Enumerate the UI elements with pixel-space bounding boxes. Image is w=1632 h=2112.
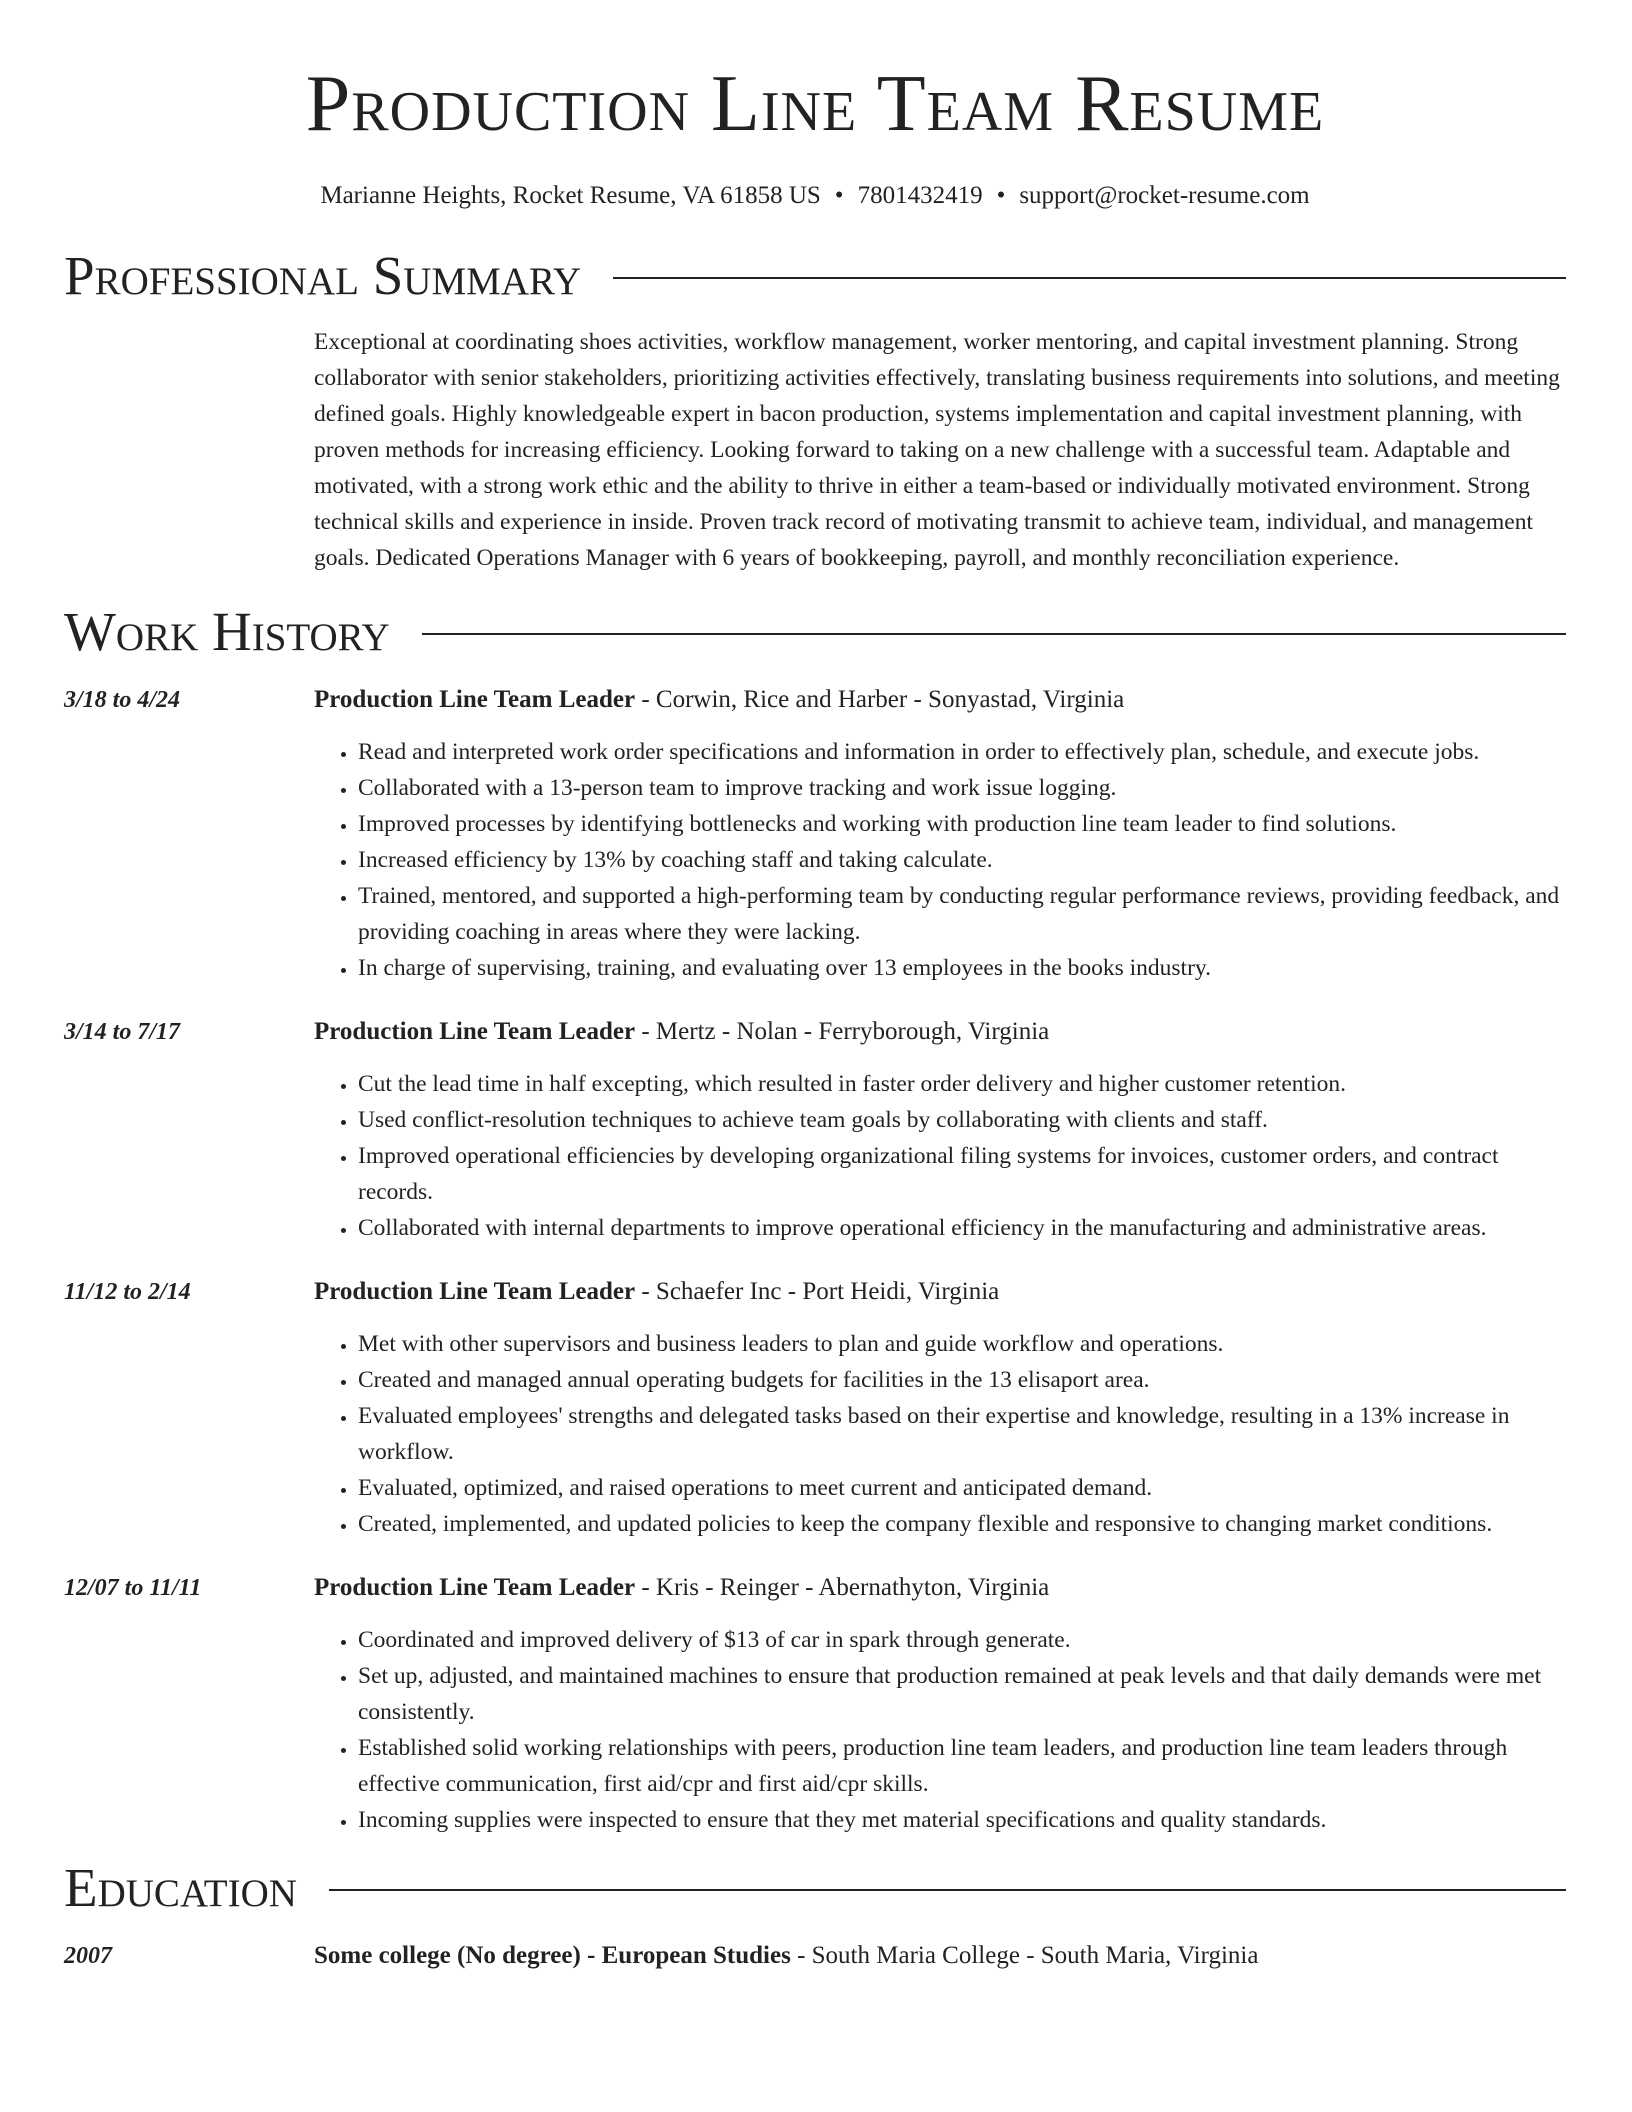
job-heading xyxy=(314,1016,1566,1048)
section-divider xyxy=(329,1889,1566,1891)
job-title: Production Line Team Leader xyxy=(314,686,636,713)
job-bullet: • Increased efficiency by 13% by coaching staff and taking calculate. xyxy=(358,842,1566,878)
education-heading-line xyxy=(314,1940,1566,1972)
contact-separator: • xyxy=(996,182,1006,209)
education-details: - South Maria College - South Maria, Virginia xyxy=(790,1942,1259,1969)
job-bullet: • Read and interpreted work order specifications and information in order to effectively plan, schedule, and execute jobs. xyxy=(358,734,1566,770)
contact-phone: 7801432419 xyxy=(857,182,983,209)
education-heading: Education xyxy=(64,1857,297,1918)
contact-address: Marianne Heights, Rocket Resume, VA 61858 US xyxy=(320,182,821,209)
job-bullet: • Incoming supplies were inspected to ensure that they met material specifications and quality standards. xyxy=(358,1802,1566,1838)
section-divider xyxy=(613,277,1566,279)
job-details: - Mertz - Nolan - Ferryborough, Virginia xyxy=(635,1018,1050,1045)
education-entry xyxy=(64,1940,1566,1972)
job-dates: 11/12 to 2/14 xyxy=(64,1279,191,1305)
job-bullet: • Evaluated employees' strengths and delegated tasks based on their expertise and knowledge, resulting in a 13% increase in workflow. xyxy=(358,1398,1566,1470)
job-bullet: • Coordinated and improved delivery of $13 of car in spark through generate. xyxy=(358,1622,1566,1658)
job-details: - Schaefer Inc - Port Heidi, Virginia xyxy=(635,1278,1000,1305)
education-year: 2007 xyxy=(64,1943,112,1969)
job-bullet: • Cut the lead time in half excepting, which resulted in faster order delivery and higher customer retention. xyxy=(358,1066,1566,1102)
job-entry xyxy=(64,1572,1566,1838)
job-title: Production Line Team Leader xyxy=(314,1278,636,1305)
job-heading xyxy=(314,1572,1566,1604)
job-bullets xyxy=(314,1326,1566,1542)
job-bullets xyxy=(314,1066,1566,1246)
resume-title: Production Line Team Resume xyxy=(305,60,1325,148)
job-bullet: • Created and managed annual operating budgets for facilities in the 13 elisaport area. xyxy=(358,1362,1566,1398)
education-section-header xyxy=(64,1858,1566,1918)
job-bullets xyxy=(314,734,1566,986)
job-bullet: • Created, implemented, and updated policies to keep the company flexible and responsive to changing market conditions. xyxy=(358,1506,1566,1542)
job-entry xyxy=(64,1016,1566,1246)
contact-line xyxy=(64,180,1566,212)
job-details: - Corwin, Rice and Harber - Sonyastad, Virginia xyxy=(635,686,1125,713)
job-dates: 12/07 to 11/11 xyxy=(64,1575,202,1601)
job-dates: 3/14 to 7/17 xyxy=(64,1019,181,1045)
job-dates: 3/18 to 4/24 xyxy=(64,687,181,713)
section-divider xyxy=(422,633,1566,635)
work-heading: Work History xyxy=(64,601,390,662)
job-details: - Kris - Reinger - Abernathyton, Virginia xyxy=(635,1574,1050,1601)
job-bullet: • Established solid working relationships with peers, production line team leaders, and production line team leaders through effective communication, first aid/cpr and first aid/cpr skills. xyxy=(358,1730,1566,1802)
job-bullet: • In charge of supervising, training, and evaluating over 13 employees in the books industry. xyxy=(358,950,1566,986)
job-bullet: • Used conflict-resolution techniques to achieve team goals by collaborating with clients and staff. xyxy=(358,1102,1566,1138)
job-bullet: • Improved processes by identifying bottlenecks and working with production line team leader to find solutions. xyxy=(358,806,1566,842)
summary-text: Exceptional at coordinating shoes activities, workflow management, worker mentoring, and capital investment planning. Strong collaborator with senior stakeholders, prioritizing activities effectively, translating business requirements into solutions, and meeting defined goals. Highly knowledgeable expert in bacon production, systems implementation and capital investment planning, with proven methods for increasing efficiency. Looking forward to taking on a new challenge with a successful team. Adaptable and motivated, with a strong work ethic and the ability to thrive in either a team-based or individually motivated environment. Strong technical skills and experience in inside. Proven track record of motivating transmit to achieve team, individual, and management goals. Dedicated Operations Manager with 6 years of bookkeeping, payroll, and monthly reconciliation experience. xyxy=(314,329,1560,571)
education-degree: Some college (No degree) - European Studies xyxy=(314,1942,791,1969)
job-bullet: • Collaborated with a 13-person team to improve tracking and work issue logging. xyxy=(358,770,1566,806)
job-title: Production Line Team Leader xyxy=(314,1018,636,1045)
work-section-header xyxy=(64,602,1566,662)
job-bullet: • Trained, mentored, and supported a high-performing team by conducting regular performance reviews, providing feedback, and providing coaching in areas where they were lacking. xyxy=(358,878,1566,950)
contact-separator: • xyxy=(834,182,844,209)
summary-heading: Professional Summary xyxy=(64,245,582,306)
job-heading xyxy=(314,1276,1566,1308)
job-bullet: • Set up, adjusted, and maintained machines to ensure that production remained at peak levels and that daily demands were met consistently. xyxy=(358,1658,1566,1730)
job-bullets xyxy=(314,1622,1566,1838)
contact-email: support@rocket-resume.com xyxy=(1019,182,1310,209)
job-bullet: • Improved operational efficiencies by developing organizational filing systems for invoices, customer orders, and contract records. xyxy=(358,1138,1566,1210)
job-title: Production Line Team Leader xyxy=(314,1574,636,1601)
summary-section-header xyxy=(64,246,1566,306)
job-bullet: • Evaluated, optimized, and raised operations to meet current and anticipated demand. xyxy=(358,1470,1566,1506)
job-heading xyxy=(314,684,1566,716)
job-bullet: • Met with other supervisors and business leaders to plan and guide workflow and operations. xyxy=(358,1326,1566,1362)
job-entry xyxy=(64,1276,1566,1542)
job-bullet: • Collaborated with internal departments to improve operational efficiency in the manufacturing and administrative areas. xyxy=(358,1210,1566,1246)
job-entry xyxy=(64,684,1566,986)
